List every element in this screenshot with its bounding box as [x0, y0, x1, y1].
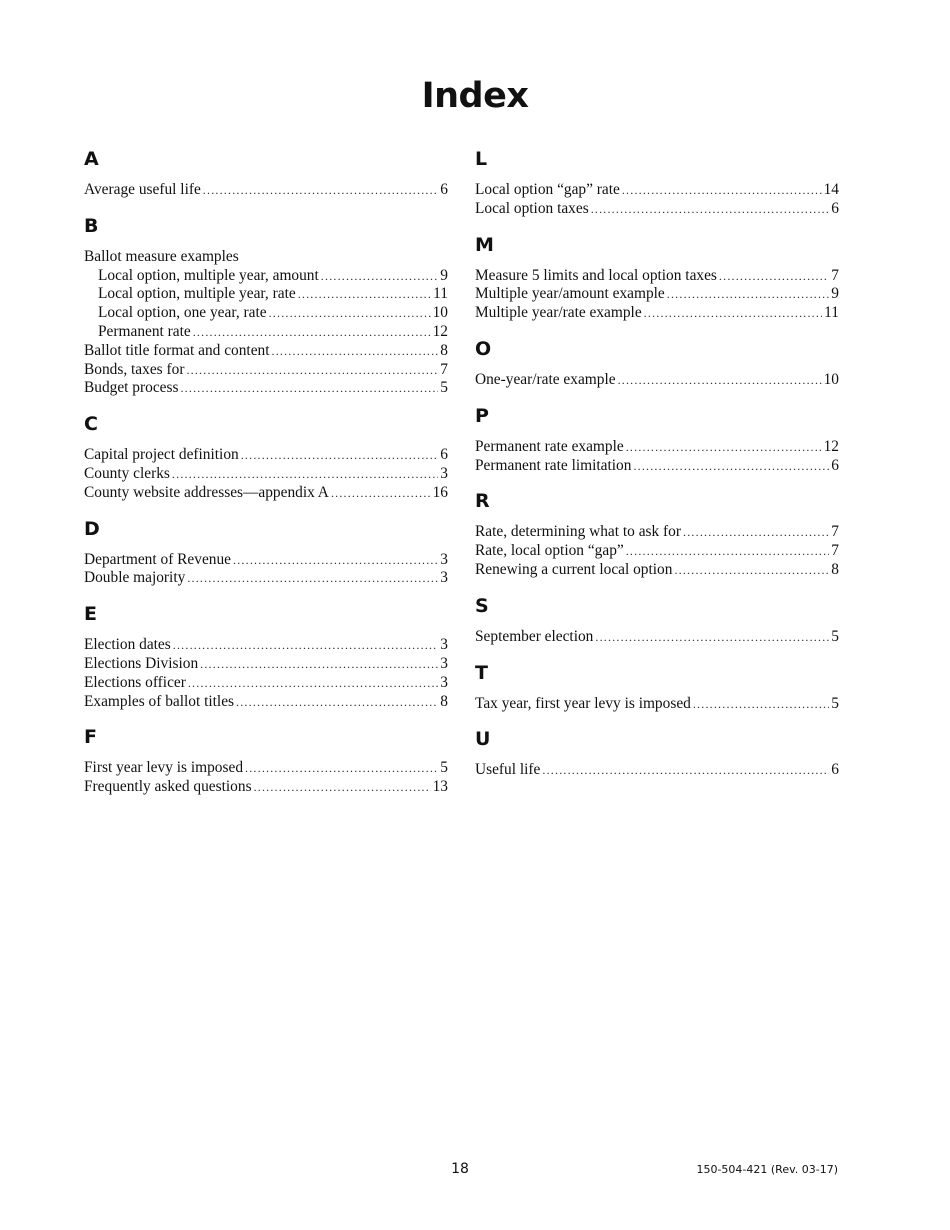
- entry-page-number: 8: [440, 692, 448, 710]
- entry-page-number: 3: [440, 673, 448, 691]
- entry-label: One-year/rate example: [475, 370, 616, 388]
- index-entry: [84, 361, 448, 380]
- index-section-b: [84, 212, 448, 398]
- dot-leader: [241, 446, 439, 465]
- dot-leader: [618, 371, 822, 390]
- page-number: 18: [451, 1161, 469, 1177]
- dot-leader: [674, 561, 829, 580]
- section-letter: A: [84, 148, 99, 170]
- index-column-right: [475, 145, 839, 792]
- index-entry: [475, 438, 839, 457]
- section-letter: O: [475, 337, 492, 360]
- dot-leader: [203, 181, 439, 200]
- index-entry: [84, 285, 448, 304]
- index-section-u: [475, 725, 839, 780]
- section-letter: C: [84, 413, 98, 436]
- section-letter: B: [84, 214, 99, 237]
- entry-page-number: 5: [440, 379, 448, 397]
- index-section-p: [475, 402, 839, 476]
- dot-leader: [321, 267, 439, 286]
- entry-page-number: 5: [440, 759, 448, 777]
- entry-label: Ballot measure examples: [84, 247, 239, 265]
- index-entry: [84, 693, 448, 712]
- entry-page-number: 7: [831, 542, 839, 560]
- section-letter: R: [475, 490, 490, 513]
- entry-label: Tax year, first year levy is imposed: [475, 694, 691, 712]
- index-entry: [84, 759, 448, 778]
- section-letter: M: [475, 233, 494, 256]
- dot-leader: [269, 304, 431, 323]
- index-section-o: [475, 335, 839, 390]
- entry-label: County website addresses—appendix A: [84, 483, 329, 501]
- dot-leader: [180, 379, 438, 398]
- section-letter: E: [84, 603, 97, 626]
- dot-leader: [626, 542, 830, 561]
- entry-page-number: 12: [823, 437, 839, 455]
- index-entry: [84, 323, 448, 342]
- section-letter: L: [475, 148, 488, 170]
- index-section-e: [84, 600, 448, 711]
- index-entry: [84, 674, 448, 693]
- index-entry: [84, 248, 448, 267]
- entry-page-number: 9: [440, 266, 448, 284]
- index-section-t: [475, 659, 839, 714]
- dot-leader: [542, 761, 829, 780]
- dot-leader: [626, 438, 822, 457]
- entry-label: Local option, one year, rate: [98, 304, 267, 322]
- entry-page-number: 11: [433, 285, 448, 303]
- entry-label: Frequently asked questions: [84, 778, 252, 796]
- dot-leader: [667, 285, 830, 304]
- entry-label: Department of Revenue: [84, 550, 232, 568]
- dot-leader: [719, 267, 829, 286]
- dot-leader: [236, 693, 438, 712]
- entry-page-number: 6: [440, 181, 448, 198]
- entry-page-number: 6: [831, 456, 839, 474]
- entry-page-number: 10: [823, 370, 839, 388]
- index-entry: [84, 778, 448, 797]
- dot-leader: [633, 457, 829, 476]
- entry-label: Elections Division: [84, 654, 199, 672]
- entry-page-number: 9: [831, 285, 839, 303]
- index-section-f: [84, 723, 448, 797]
- dot-leader: [186, 361, 438, 380]
- entry-page-number: 7: [831, 523, 839, 541]
- entry-label: Permanent rate example: [475, 437, 624, 455]
- entry-page-number: 16: [432, 483, 448, 501]
- dot-leader: [644, 304, 823, 323]
- index-entry: [84, 446, 448, 465]
- entry-page-number: 8: [440, 341, 448, 359]
- index-entry: [475, 267, 839, 286]
- entry-label: Permanent rate: [98, 322, 191, 340]
- dot-leader: [233, 551, 438, 570]
- index-entry: [84, 304, 448, 323]
- dot-leader: [172, 465, 438, 484]
- entry-page-number: 14: [823, 181, 839, 198]
- entry-page-number: 3: [440, 636, 448, 654]
- entry-label: Multiple year/amount example: [475, 285, 665, 303]
- index-section-l: [475, 145, 839, 219]
- entry-label: Double majority: [84, 569, 186, 587]
- entry-page-number: 12: [432, 322, 448, 340]
- dot-leader: [173, 636, 439, 655]
- entry-label: Bonds, taxes for: [84, 360, 185, 378]
- entry-page-number: 3: [440, 550, 448, 568]
- entry-label: First year levy is imposed: [84, 759, 244, 777]
- entry-page-number: 3: [440, 654, 448, 672]
- dot-leader: [188, 674, 438, 693]
- entry-label: Elections officer: [84, 673, 186, 691]
- entry-page-number: 7: [831, 266, 839, 284]
- section-letter: F: [84, 726, 97, 749]
- entry-page-number: 10: [432, 304, 448, 322]
- entry-label: Rate, determining what to ask for: [475, 523, 682, 541]
- entry-label: Local option taxes: [475, 199, 589, 217]
- section-letter: D: [84, 517, 100, 540]
- index-entry: [84, 551, 448, 570]
- section-letter: P: [475, 404, 489, 427]
- entry-page-number: 13: [432, 778, 448, 796]
- entry-label: Local option, multiple year, amount: [98, 266, 319, 284]
- index-section-d: [84, 515, 448, 589]
- index-section-s: [475, 592, 839, 647]
- entry-page-number: 7: [440, 360, 448, 378]
- index-entry: [475, 695, 839, 714]
- form-code: 150-504-421 (Rev. 03-17): [696, 1163, 838, 1176]
- entry-label: Examples of ballot titles: [84, 692, 235, 710]
- dot-leader: [693, 695, 829, 714]
- entry-page-number: 5: [831, 627, 839, 645]
- entry-page-number: 3: [440, 569, 448, 587]
- dot-leader: [591, 200, 830, 219]
- index-section-m: [475, 231, 839, 323]
- index-entry: [84, 655, 448, 674]
- index-section-r: [475, 487, 839, 579]
- dot-leader: [245, 759, 438, 778]
- dot-leader: [298, 285, 431, 304]
- entry-label: Local option, multiple year, rate: [98, 285, 296, 303]
- entry-label: Useful life: [475, 761, 541, 779]
- entry-label: Ballot title format and content: [84, 341, 270, 359]
- page-title: Index: [421, 76, 529, 116]
- index-entry: [475, 542, 839, 561]
- index-entry: [475, 304, 839, 323]
- entry-page-number: 6: [831, 199, 839, 217]
- entry-label: Permanent rate limitation: [475, 456, 632, 474]
- entry-page-number: 11: [824, 304, 839, 322]
- entry-page-number: 8: [831, 560, 839, 578]
- index-entry: [84, 342, 448, 361]
- index-section-c: [84, 410, 448, 502]
- index-entry: [475, 457, 839, 476]
- index-entry: [475, 285, 839, 304]
- index-entry: [84, 569, 448, 588]
- index-section-a: [84, 145, 448, 200]
- section-letter: U: [475, 728, 491, 751]
- section-letter: T: [475, 661, 488, 684]
- section-letter: S: [475, 594, 489, 617]
- index-entry: [475, 523, 839, 542]
- index-entry: [84, 379, 448, 398]
- index-entry: [84, 465, 448, 484]
- index-entry: [475, 200, 839, 219]
- entry-label: County clerks: [84, 464, 170, 482]
- index-entry: [475, 181, 839, 200]
- entry-label: Capital project definition: [84, 446, 239, 464]
- index-entry: [475, 628, 839, 647]
- index-entry: [84, 484, 448, 503]
- entry-page-number: 3: [440, 464, 448, 482]
- index-entry: [84, 267, 448, 286]
- dot-leader: [331, 484, 431, 503]
- index-entry: [475, 371, 839, 390]
- entry-label: September election: [475, 627, 594, 645]
- index-entry: [475, 761, 839, 780]
- dot-leader: [200, 655, 438, 674]
- dot-leader: [254, 778, 431, 797]
- dot-leader: [595, 628, 829, 647]
- index-column-left: [84, 145, 448, 809]
- index-entry: [475, 561, 839, 580]
- index-entry: [84, 181, 448, 200]
- index-entry: [84, 636, 448, 655]
- dot-leader: [622, 181, 822, 200]
- entry-page-number: 5: [831, 694, 839, 712]
- entry-label: Election dates: [84, 636, 171, 654]
- dot-leader: [193, 323, 431, 342]
- entry-label: Local option “gap” rate: [475, 181, 620, 198]
- entry-label: Measure 5 limits and local option taxes: [475, 266, 717, 284]
- entry-label: Multiple year/rate example: [475, 304, 642, 322]
- entry-label: Renewing a current local option: [475, 560, 673, 578]
- entry-page-number: 6: [440, 446, 448, 464]
- entry-label: Rate, local option “gap”: [475, 542, 624, 560]
- entry-page-number: 6: [831, 761, 839, 779]
- dot-leader: [683, 523, 829, 542]
- dot-leader: [272, 342, 439, 361]
- entry-label: Budget process: [84, 379, 179, 397]
- dot-leader: [187, 569, 438, 588]
- entry-label: Average useful life: [84, 181, 201, 198]
